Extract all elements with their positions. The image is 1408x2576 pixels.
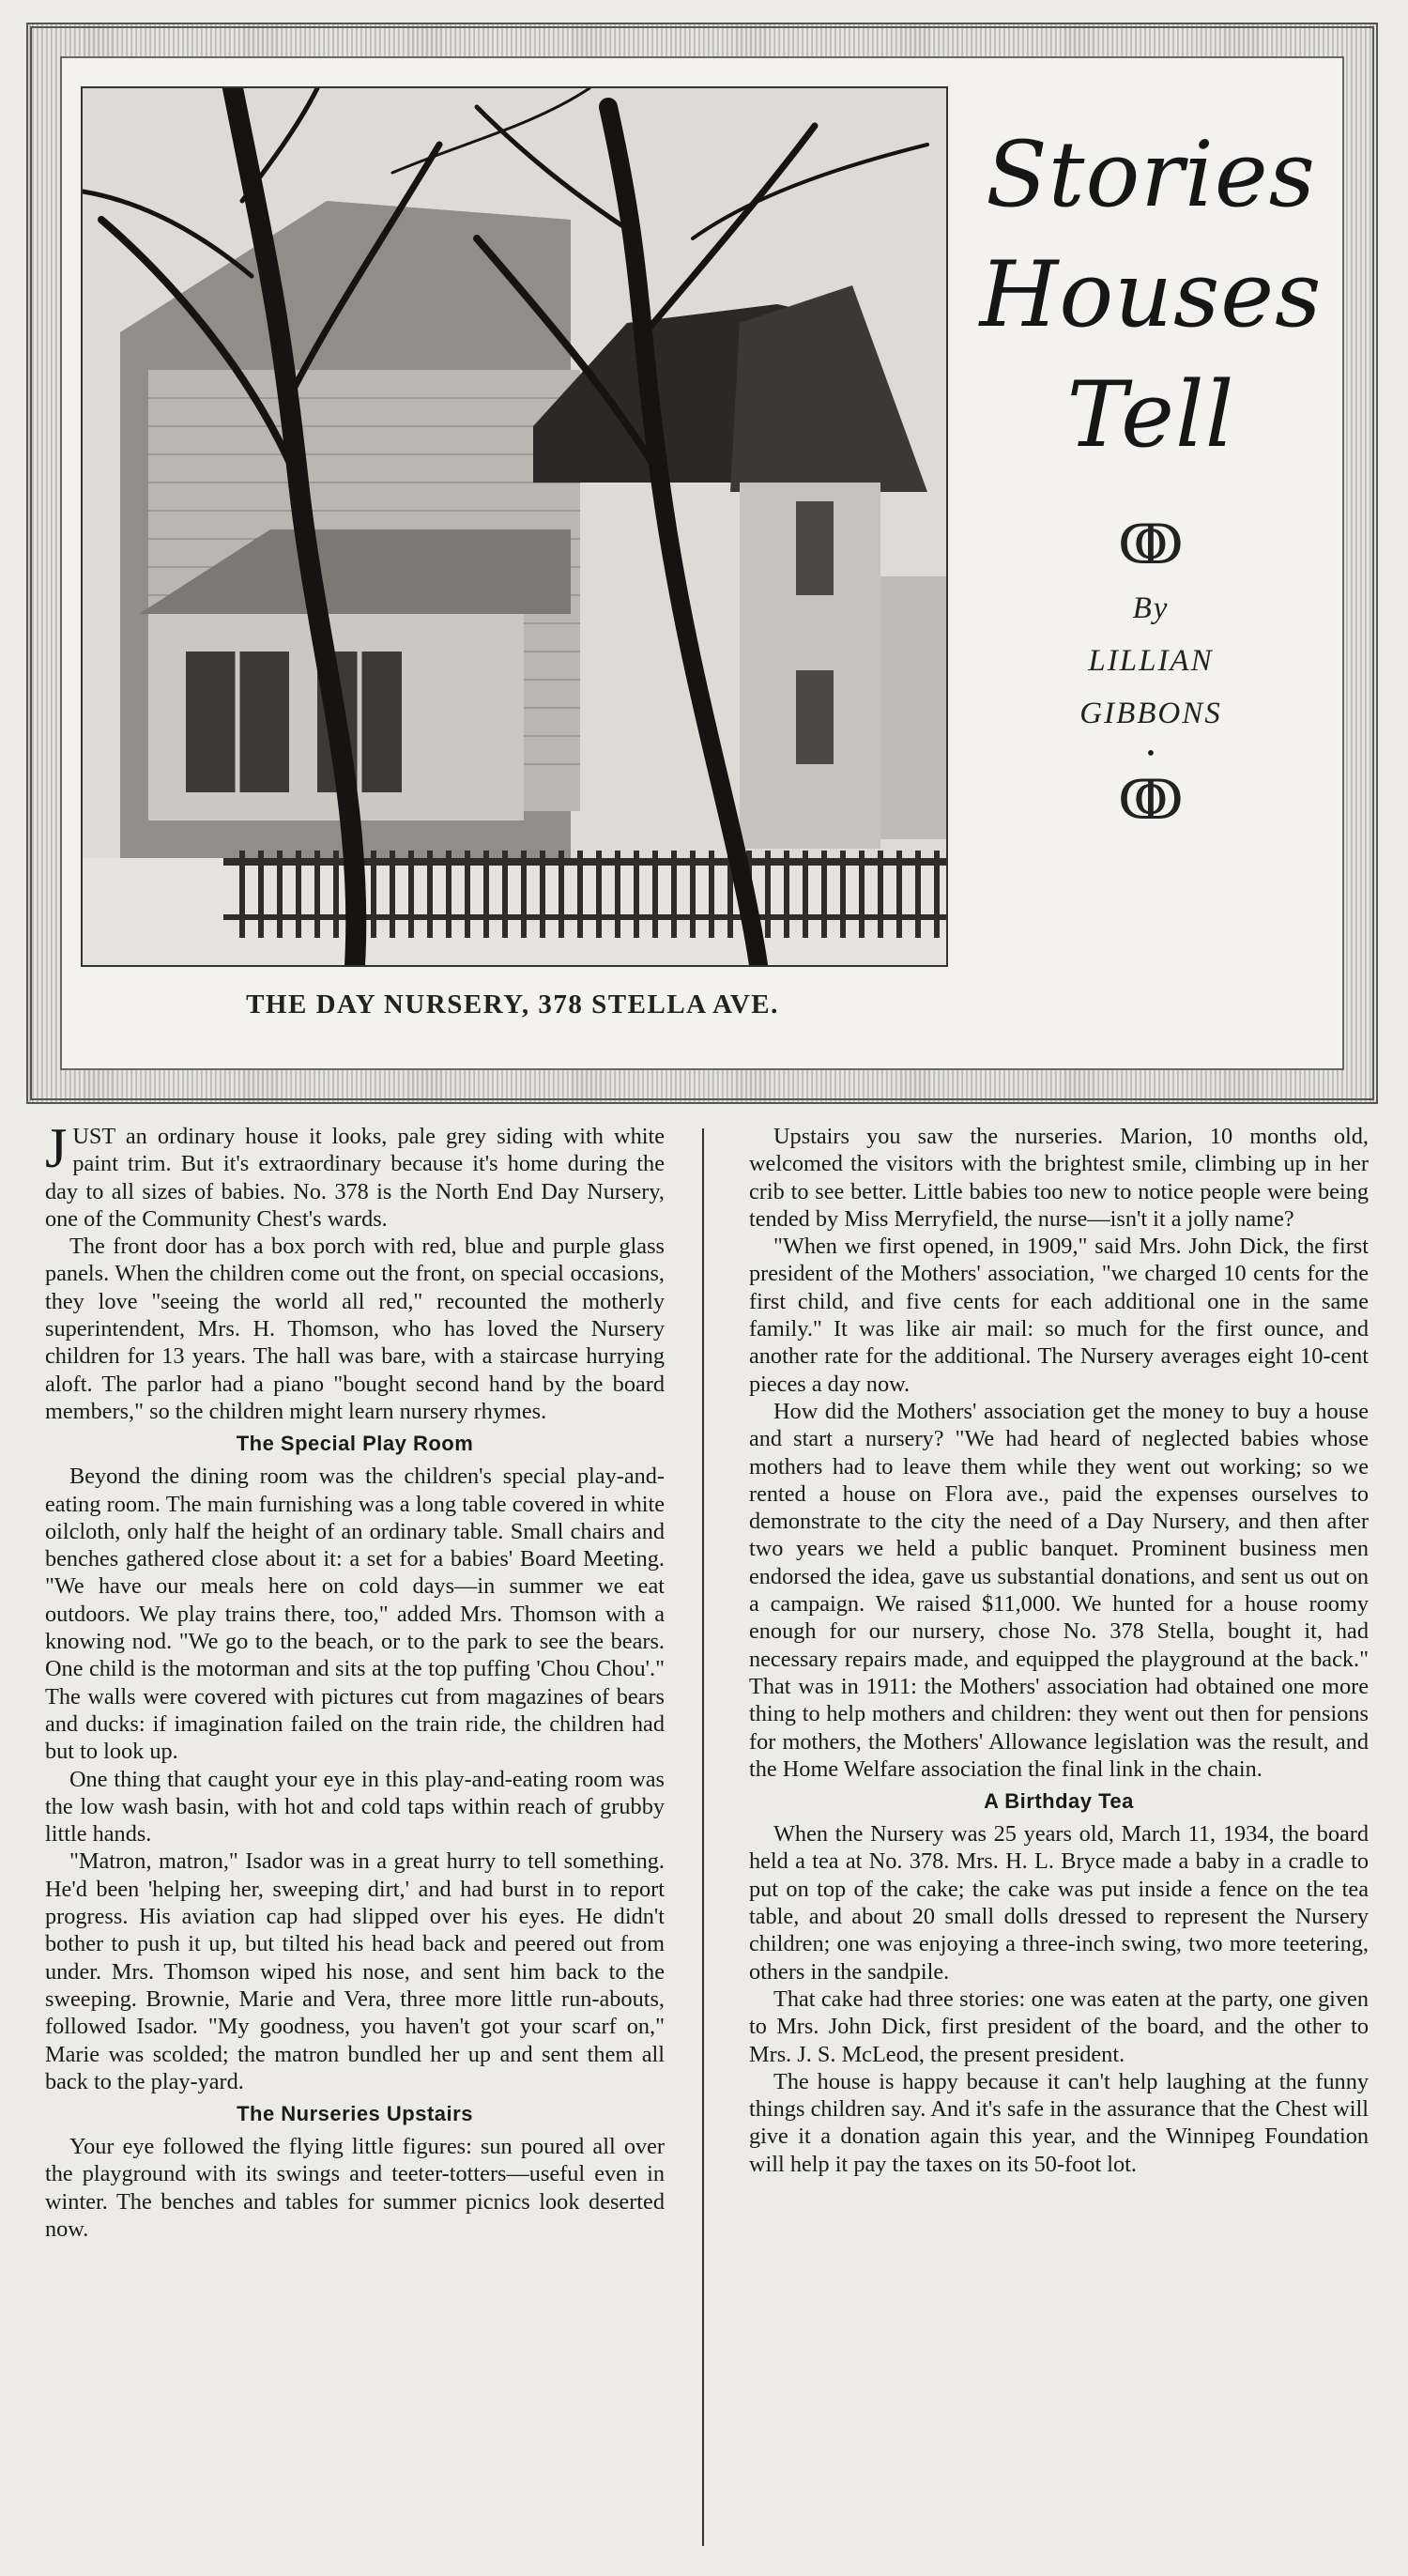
paragraph: How did the Mothers' association get the money to buy a house and start a nursery? "We had heard of neglected babies whose mothers had to leave them while they went out working; so we rented a house on Flora ave., paid the expenses ourselves to demonstrate to the city the need of a Day Nursery, and then after two years we held a public banquet. Prominent business men endorsed the idea, gave us substantial donations, and sent us out on a campaign. We raised $11,000. We hunted for a house roomy enough for our nursery, chose No. 378 Stella, bought it, had necessary repairs made, and equipped the playground at the back." That was in 1911: the Mothers' association had obtained one more thing to help mothers and children: they went out then for pensions for mothers, the Mothers' Allowance legislation was the result, and the Home Welfare association the final link in the chain. xyxy=(749,1398,1369,1782)
section-heading: A Birthday Tea xyxy=(984,1789,1134,1814)
feature-panel xyxy=(60,56,1344,1070)
paragraph: That cake had three stories: one was eaten at the party, one given to Mrs. John Dick, first president of the board, and the other to Mrs. J. S. McLeod, the present president. xyxy=(749,1986,1369,2067)
paragraph: When the Nursery was 25 years old, March 11, 1934, the board held a tea at No. 378. Mrs. H. L. Bryce made a baby in a cradle to put on top of the cake; the cake was put inside a fence on the tea table, and about 20 small dolls dressed to represent the Nursery children; one was enjoying a three-inch swing, two more teetering, others in the sandpile. xyxy=(749,1821,1369,1985)
photo-caption: THE DAY NURSERY, 378 STELLA AVE. xyxy=(246,989,779,1020)
author-last-name: GIBBONS xyxy=(1079,697,1222,730)
feature-frame xyxy=(26,23,1378,1104)
author-first-name: LILLIAN xyxy=(1088,644,1214,678)
masthead-line2: Houses xyxy=(979,242,1323,347)
paragraph: Upstairs you saw the nurseries. Marion, 10 months old, welcomed the visitors with the brightest smile, climbing up in her crib to see better. Little babies too new to notice people were being tended by Miss Merryfield, the nurse—isn't it a jolly name? xyxy=(749,1124,1369,1232)
paragraph: "Matron, matron," Isador was in a great hurry to tell something. He'd been 'helping her, sweeping dirt,' and had burst in to report progress. His aviation cap had slipped over his eyes. He didn't bother to push it up, but tilted his head back and peered out from under. Mrs. Thomson wiped his nose, and sent him back to the sweeping. Brownie, Marie and Vera, three more little run-abouts, followed Isador. "My goodness, you haven't got your scarf on," Marie was scolded; the matron bundled her up and sent them all back to the play-yard. xyxy=(45,1848,665,2094)
paragraph: Your eye followed the flying little figures: sun poured all over the playground with its swings and teeter-totters—useful even in winter. The benches and tables for summer picnics look deserted now. xyxy=(45,2134,665,2242)
ornament-bottom-icon: ↂ xyxy=(1118,770,1184,831)
paragraph: One thing that caught your eye in this play-and-eating room was the low wash basin, with hot and cold taps within reach of grubby little hands. xyxy=(45,1766,665,1848)
masthead-line1: Stories xyxy=(986,122,1316,227)
article-right-column xyxy=(749,1123,1369,2178)
paragraph: "When we first opened, in 1909," said Mrs. John Dick, the first president of the Mothers' association, "we charged 10 cents for the first child, and five cents for each additional one in the same family." It was like air mail: so much for the first ounce, and another rate for the additional. The Nursery averages eight 10-cent pieces a day now. xyxy=(749,1234,1369,1397)
masthead-line3: Tell xyxy=(1066,362,1235,468)
ornament-top-icon: ↂ xyxy=(1118,514,1184,575)
divider-dot-icon: • xyxy=(1146,742,1155,766)
house-photo xyxy=(81,86,948,967)
paragraph: JUST an ordinary house it looks, pale grey siding with white paint trim. But it's extraordinary because it's home during the day to all sizes of babies. No. 378 is the North End Day Nursery, one of the Community Chest's wards. xyxy=(45,1117,665,1232)
column-divider xyxy=(702,1128,704,2546)
masthead xyxy=(963,115,1339,834)
paragraph: The front door has a box porch with red, blue and purple glass panels. When the children come out the front, on special occasions, they love "seeing the world all red," recounted the motherly superintendent, Mrs. H. Thomson, who has loved the Nursery children for 13 years. The hall was bare, with a staircase hurrying aloft. The parlor had a piano "bought second hand by the board members," so the children might learn nursery rhymes. xyxy=(45,1234,665,1424)
section-heading: The Nurseries Upstairs xyxy=(237,2102,473,2126)
house-illustration xyxy=(83,88,946,965)
dropcap: J xyxy=(45,1117,68,1179)
article-left-column xyxy=(45,1117,665,2243)
section-heading: The Special Play Room xyxy=(236,1432,474,1456)
paragraph: The house is happy because it can't help laughing at the funny things children say. And it's safe in the assurance that the Chest will give it a donation again this year, and the Winnipeg Foundation will help it pay the taxes on its 50-foot lot. xyxy=(749,2068,1369,2177)
paragraph: Beyond the dining room was the children's special play-and-eating room. The main furnishing was a long table covered in white oilcloth, only half the height of an ordinary table. Small chairs and benches gathered close about it: a set for a babies' Board Meeting. "We have our meals here on cold days—in summer we eat outdoors. We play trains there, too," added Mrs. Thomson with a knowing nod. "We go to the beach, or to the park to see the bears. One child is the motorman and sits at the top puffing 'Chou Chou'." The walls were covered with pictures cut from magazines of bears and ducks: if imagination failed on the train ride, the children had but to look up. xyxy=(45,1464,665,1765)
byline-by: By xyxy=(1132,591,1170,625)
